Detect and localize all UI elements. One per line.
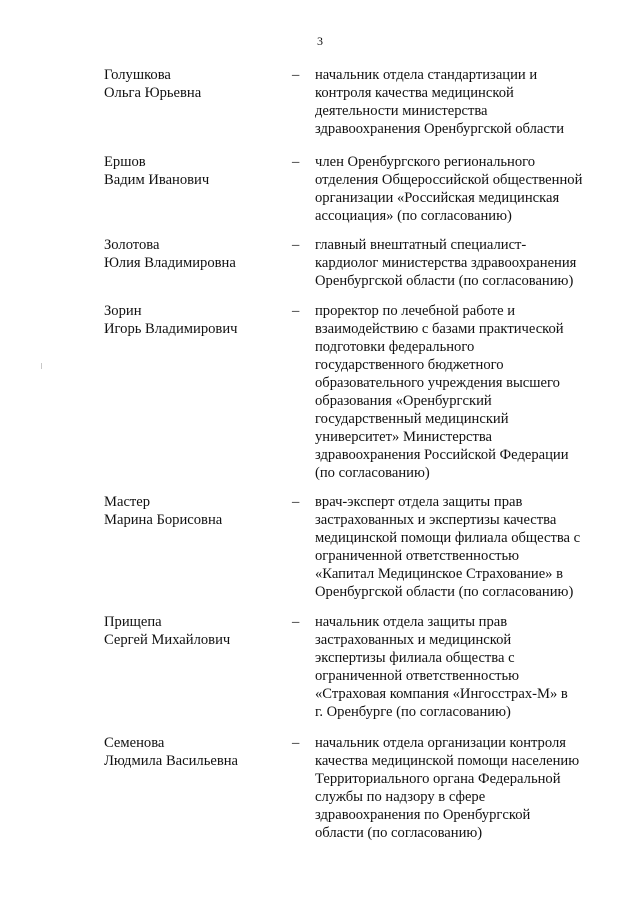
member-name: [104, 236, 284, 272]
member-given-names: Марина Борисовна: [104, 512, 223, 528]
member-surname: Зорин: [104, 303, 142, 319]
member-surname: Голушкова: [104, 67, 171, 83]
member-name: [104, 493, 284, 529]
member-given-names: Вадим Иванович: [104, 172, 210, 188]
member-name: [104, 302, 284, 338]
member-surname: Золотова: [104, 237, 160, 253]
member-surname: Семенова: [104, 735, 165, 751]
member-role: начальник отдела организации контроля качества медицинской помощи населению Территориального органа Федеральной службы по надзору в сфере здравоохранения по Оренбургской области (по согласованию): [315, 735, 580, 841]
member-given-names: Людмила Васильевна: [104, 753, 239, 769]
dash-separator: –: [292, 303, 300, 319]
member-given-names: Юлия Владимировна: [104, 255, 236, 271]
page-number: 3: [317, 34, 323, 48]
member-surname: Прищепа: [104, 614, 162, 630]
member-given-names: Игорь Владимирович: [104, 321, 238, 337]
dash-separator: –: [292, 237, 300, 253]
member-name: [104, 734, 284, 770]
member-role: начальник отдела стандартизации и контроля качества медицинской деятельности министерства здравоохранения Оренбургской области: [315, 67, 564, 137]
member-given-names: Сергей Михайлович: [104, 632, 231, 648]
margin-mark: [41, 363, 42, 369]
member-given-names: Ольга Юрьевна: [104, 85, 202, 101]
dash-separator: –: [292, 494, 300, 510]
dash-separator: –: [292, 735, 300, 751]
member-surname: Мастер: [104, 494, 151, 510]
dash-separator: –: [292, 614, 300, 630]
member-role: главный внештатный специалист- кардиолог министерства здравоохранения Оренбургской области (по согласованию): [315, 237, 577, 289]
member-role: член Оренбургского регионального отделения Общероссийской общественной организации «Российская медицинская ассоциация» (по согласованию): [315, 154, 583, 224]
member-name: [104, 66, 284, 102]
member-name: [104, 613, 284, 649]
member-role: проректор по лечебной работе и взаимодействию с базами практической подготовки федерального государственного бюджетного образовательного учреждения высшего образования «Оренбургский государственный медицинский университет» Министерства здравоохранения Российской Федерации (по согласованию): [315, 303, 569, 481]
member-role: начальник отдела защиты прав застрахованных и медицинской экспертизы филиала общества с ограниченной ответственностью «Страховая компания «Ингосстрах-М» в г. Оренбурге (по согласованию): [315, 614, 568, 720]
dash-separator: –: [292, 154, 300, 170]
member-role: врач-эксперт отдела защиты прав застрахованных и экспертизы качества медицинской помощи филиала общества с ограниченной ответственностью «Капитал Медицинское Страхование» в Оренбургской области (по согласованию): [315, 494, 581, 600]
member-surname: Ершов: [104, 154, 146, 170]
member-name: [104, 153, 284, 189]
dash-separator: –: [292, 67, 300, 83]
